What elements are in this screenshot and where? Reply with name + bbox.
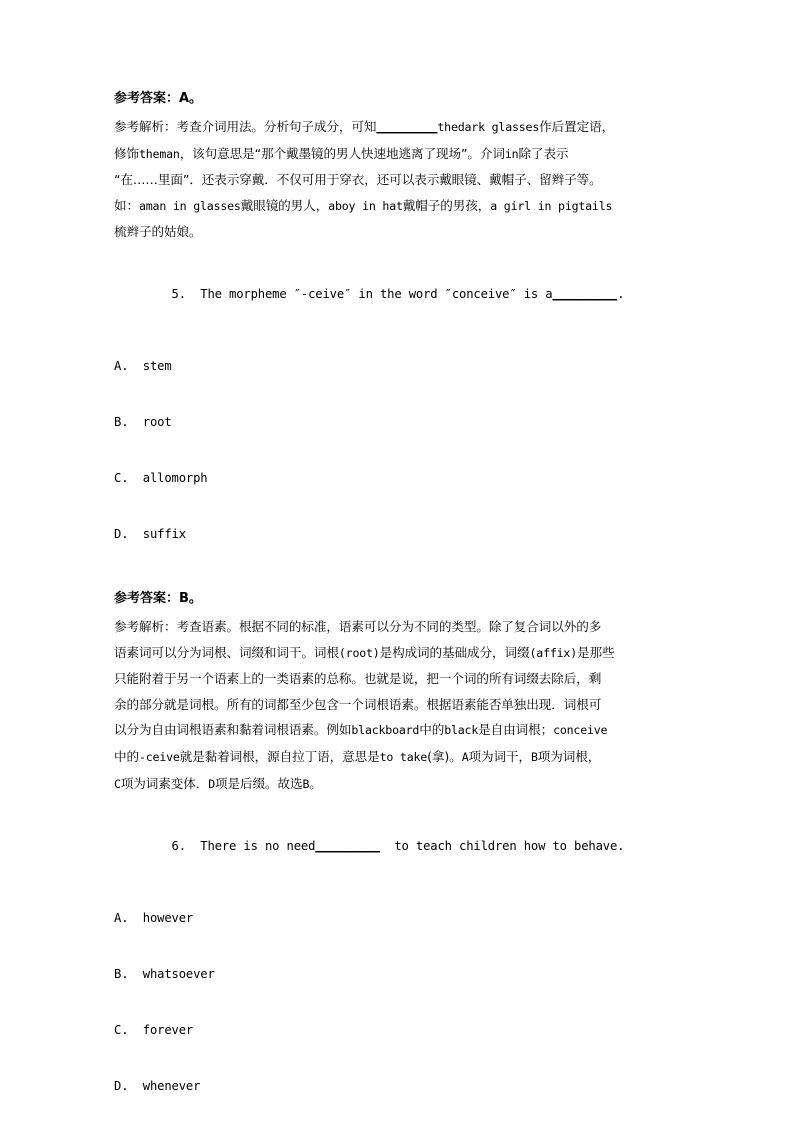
text-run: 是构成词的基础成分，词缀 [379, 644, 530, 660]
answer-heading-5: 参考答案：B。 [114, 590, 202, 606]
question-stem-text: 6. There is no need [171, 839, 316, 854]
answer-heading-4: 参考答案：A。 [114, 91, 203, 106]
explanation-line [114, 167, 680, 193]
text-run: theman [139, 146, 180, 161]
text-run: C [114, 776, 121, 791]
explanation-line [114, 666, 680, 692]
text-run: 余的部分就是词根。所有的词都至少包含一个词根语素。根据语素能否单独出现．词根可 [114, 696, 602, 712]
question-blank: _________ [552, 286, 618, 301]
explanation-line [114, 193, 680, 220]
answer-block-5 [114, 588, 680, 797]
text-run: 是自由词根； [478, 722, 554, 738]
text-run: 是那些 [576, 644, 615, 660]
question-stem-text: 5. The morpheme ″-ceive″ in the word ″conceive″ is a [171, 286, 553, 301]
option-a[interactable]: A. stem [114, 358, 172, 373]
text-run: 只能附着于另一个语素上的一类语素的总称。也就是说，把一个词的所有词缀去除后，剩 [114, 671, 602, 687]
question-stem-tail: . [617, 286, 625, 301]
text-run: 。 [309, 775, 322, 791]
explanation-line [114, 219, 680, 245]
text-run: 项为词干， [468, 748, 531, 764]
text-run: “在……里面”．还表示穿戴．不仅可用于穿衣，还可以表示戴眼镜、戴帽子、留辫子等。 [114, 172, 602, 188]
text-run: -ceive [139, 749, 180, 764]
text-run: a girl in pigtails [490, 198, 613, 213]
text-run: 语素词可以分为词根、词缀和词干。词根 [114, 644, 339, 660]
question-6 [114, 819, 680, 1095]
option-c[interactable]: C. allomorph [114, 470, 208, 485]
option-d[interactable]: D. suffix [114, 526, 186, 541]
text-run: 中的 [419, 722, 445, 738]
text-run: 参考解析：考查介词用法。分析句子成分，可知 [114, 119, 377, 134]
question-5 [114, 267, 680, 543]
answer-block-4 [114, 88, 680, 245]
question-stem [114, 267, 680, 321]
inline-blank: _________ [376, 120, 438, 134]
text-run: 项是后缀。故选 [215, 775, 303, 791]
text-run: 项为词根， [537, 748, 601, 764]
text-run: 作后置定语， [539, 119, 615, 134]
option-a[interactable]: A. however [114, 911, 194, 926]
text-run: D [208, 776, 216, 791]
explanation-5 [114, 614, 680, 797]
text-run: 项为词素变体． [120, 775, 209, 791]
text-run: 以分为自由词根语素和黏着词根语素。例如 [114, 722, 352, 738]
text-run: 修饰 [114, 145, 139, 161]
text-run: 除了表示 [518, 145, 569, 161]
page-content [114, 88, 680, 1095]
text-run: 戴眼镜的男人， [240, 197, 329, 213]
option-c[interactable]: C. forever [114, 1023, 194, 1038]
question-blank: _________ [315, 839, 380, 854]
text-run: aman in glasses [139, 198, 241, 213]
text-run: A [461, 749, 469, 764]
explanation-line [114, 141, 680, 168]
explanation-line [114, 614, 680, 640]
question-stem-tail: to teach children how to behave. [379, 839, 625, 854]
option-b[interactable]: B. root [114, 414, 172, 429]
text-run: 如： [114, 197, 139, 213]
text-run: to take [379, 749, 428, 764]
question-stem [114, 819, 680, 873]
explanation-line [114, 717, 680, 744]
explanation-line [114, 692, 680, 718]
text-run: B [302, 776, 310, 791]
text-run: black [444, 723, 479, 738]
text-run: ，该句意思是“那个戴墨镜的男人快速地逃离了现场”。介词 [179, 145, 505, 161]
text-run: (拿)。 [427, 748, 462, 764]
text-run: 戴帽子的男孩， [402, 197, 491, 213]
text-run: blackboard [351, 723, 420, 738]
explanation-line [114, 114, 680, 141]
option-d[interactable]: D. whenever [114, 1079, 201, 1094]
text-run: 参考解析：考查语素。根据不同的标准，语素可以分为不同的类型。除了复合词以外的多 [114, 618, 602, 634]
text-run: 梳辫子的姑娘。 [114, 224, 202, 240]
text-run: (root) [338, 645, 380, 660]
text-run: in [504, 146, 519, 161]
explanation-line [114, 771, 680, 798]
text-run: 中的 [114, 748, 139, 764]
text-run: conceive [553, 723, 608, 738]
explanation-4 [114, 114, 680, 245]
text-run: 就是黏着词根，源自拉丁语，意思是 [179, 748, 380, 764]
option-b[interactable]: B. whatsoever [114, 967, 215, 982]
text-run: aboy in hat [328, 198, 403, 213]
text-run: B [530, 749, 538, 764]
explanation-line [114, 640, 680, 667]
text-run: (affix) [529, 645, 577, 660]
explanation-line [114, 744, 680, 771]
text-run: thedark glasses [437, 120, 540, 134]
